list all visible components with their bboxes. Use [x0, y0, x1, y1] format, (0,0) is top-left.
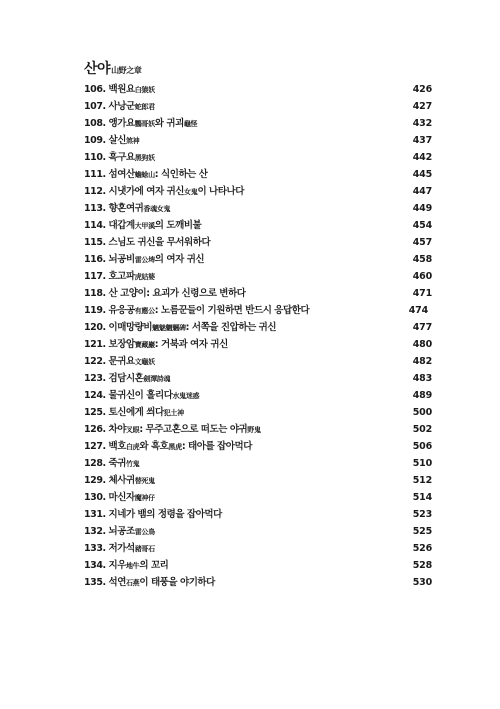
toc-entry: [84, 200, 432, 217]
entry-text: 의 꼬리: [139, 560, 169, 571]
entry-text: 112. 시냇가에 여자 귀신: [84, 186, 185, 197]
entry-text: 115. 스님도 귀신을 무서워하다: [84, 237, 211, 248]
entry-hanja: 煞神: [125, 137, 140, 145]
toc-entry: [84, 574, 432, 591]
entry-text: 128. 죽귀: [84, 458, 126, 469]
entry-page-number: 454: [412, 220, 432, 231]
entry-text: 와 귀괴: [154, 118, 184, 129]
entry-title: [84, 574, 215, 592]
entry-text: 133. 저가석: [84, 543, 135, 554]
entry-page-number: 445: [412, 169, 432, 180]
entry-title: [84, 472, 155, 490]
entry-page-number: 502: [412, 424, 432, 435]
entry-hanja: 寶藏巖: [134, 341, 155, 349]
entry-hanja: 虎姑婆: [134, 273, 155, 281]
entry-text: 이 태풍을 야기하다: [139, 577, 215, 588]
entry-hanja: 劍潭詩魂: [143, 375, 171, 383]
entry-text: 116. 뇌공비: [84, 254, 135, 265]
entry-text: 121. 보장암: [84, 339, 135, 350]
entry-hanja: 魑魅魍魎碑: [152, 324, 186, 332]
entry-hanja: 水鬼迷惑: [172, 392, 200, 400]
entry-text: 124. 물귀신이 홀리다: [84, 390, 173, 401]
entry-page-number: 510: [412, 458, 432, 469]
toc-entry: [84, 455, 432, 472]
entry-title: [84, 421, 261, 439]
entry-title: [84, 115, 197, 133]
entry-title: [84, 336, 228, 354]
toc-entry: [84, 149, 432, 166]
entry-title: [84, 387, 199, 405]
entry-text: 의 도깨비불: [154, 220, 202, 231]
entry-hanja: 白猿妖: [134, 86, 155, 94]
section-header: [84, 58, 141, 78]
entry-text: 114. 대갑계: [84, 220, 135, 231]
entry-hanja: 豬哥石: [134, 545, 155, 553]
toc-entry: [84, 506, 432, 523]
entry-hanja: 蛇郎君: [134, 103, 155, 111]
entry-hanja: 香魂女鬼: [143, 205, 171, 213]
entry-page-number: 512: [412, 475, 432, 486]
entry-text: : 식인하는 산: [154, 169, 208, 180]
toc-entry: [84, 166, 432, 183]
entry-text: 113. 향혼여귀: [84, 203, 144, 214]
entry-page-number: 489: [412, 390, 432, 401]
toc-entry: [84, 370, 432, 387]
entry-text: 111. 섬여산: [84, 169, 135, 180]
toc-entry: [84, 81, 432, 98]
entry-page-number: 449: [412, 203, 432, 214]
entry-text: 119. 유응공: [84, 305, 135, 316]
toc-entry: [84, 115, 432, 132]
entry-hanja: 石燕: [125, 579, 140, 587]
entry-hanja: 女鬼: [184, 188, 198, 196]
entry-title: [84, 370, 170, 388]
entry-title: [84, 438, 252, 456]
toc-entry: [84, 387, 432, 404]
toc-entry: [84, 557, 432, 574]
entry-text: 131. 지네가 뱀의 정령을 잡아먹다: [84, 509, 222, 520]
entry-page-number: 457: [412, 237, 432, 248]
entry-text: : 거북과 여자 귀신: [154, 339, 228, 350]
toc-entry: [84, 353, 432, 370]
toc-entry: [84, 285, 432, 302]
entry-page-number: 483: [412, 373, 432, 384]
entry-title: [84, 200, 170, 218]
entry-page-number: 458: [412, 254, 432, 265]
entry-hanja: 竹鬼: [125, 460, 140, 468]
entry-title: [84, 302, 309, 320]
entry-page-number: 474: [408, 305, 428, 316]
entry-title: [84, 149, 155, 167]
toc-entry: [84, 336, 432, 353]
entry-page-number: 525: [412, 526, 432, 537]
entry-page-number: 523: [412, 509, 432, 520]
entry-hanja: 替死鬼: [134, 477, 155, 485]
entry-hanja: 地牛: [125, 562, 140, 570]
entry-text: 110. 흑구요: [84, 152, 135, 163]
toc-entry: [84, 489, 432, 506]
toc-entry: [84, 421, 432, 438]
entry-text: 106. 백원요: [84, 84, 135, 95]
section-title: 산야: [84, 61, 111, 77]
entry-text: 107. 사낭군: [84, 101, 135, 112]
entry-hanja: 魔神仔: [134, 494, 155, 502]
entry-title: [84, 285, 245, 302]
entry-title: [84, 557, 168, 575]
toc-entry: [84, 98, 432, 115]
entry-page-number: 480: [412, 339, 432, 350]
entry-hanja: 蟾蜍山: [134, 171, 155, 179]
entry-page-number: 477: [412, 322, 432, 333]
entry-text: 129. 체사귀: [84, 475, 135, 486]
entry-text: 108. 앵가요: [84, 118, 135, 129]
entry-title: [84, 251, 204, 269]
entry-text: 127. 백호: [84, 441, 126, 452]
entry-page-number: 426: [412, 84, 432, 95]
entry-page-number: 471: [412, 288, 432, 299]
entry-title: [84, 268, 155, 286]
entry-hanja: 文龜妖: [134, 358, 155, 366]
toc-entry: [84, 251, 432, 268]
toc-entry: [84, 268, 432, 285]
entry-page-number: 460: [412, 271, 432, 282]
entry-page-number: 528: [412, 560, 432, 571]
entry-page-number: 432: [412, 118, 432, 129]
entry-title: [84, 81, 155, 99]
entry-text: : 노름꾼들이 기원하면 반드시 응답한다: [154, 305, 310, 316]
toc-entry: [84, 217, 432, 234]
entry-hanja: 鸚哥妖: [134, 120, 155, 128]
entry-hanja: 雷公埤: [134, 256, 155, 264]
toc-entry: [84, 302, 432, 319]
toc-entry: [84, 319, 432, 336]
entry-hanja: 大甲溪: [134, 222, 155, 230]
entry-text: 126. 차야: [84, 424, 126, 435]
entry-title: [84, 455, 139, 473]
entry-text: 135. 석연: [84, 577, 126, 588]
entry-hanja: 黑虎: [168, 443, 182, 451]
entry-hanja: 有應公: [134, 307, 155, 315]
toc-entry: [84, 472, 432, 489]
entry-text: 109. 살신: [84, 135, 126, 146]
entry-page-number: 514: [412, 492, 432, 503]
entry-title: [84, 234, 210, 251]
entry-page-number: 427: [412, 101, 432, 112]
entry-title: [84, 132, 139, 150]
entry-hanja: 野鬼: [247, 426, 261, 434]
entry-title: [84, 404, 184, 422]
entry-text: 134. 지우: [84, 560, 126, 571]
entry-page-number: 500: [412, 407, 432, 418]
entry-text: : 서쪽을 진압하는 귀신: [185, 322, 277, 333]
entry-text: 와 흑호: [139, 441, 169, 452]
entry-page-number: 530: [412, 577, 432, 588]
entry-hanja: 犯土神: [163, 409, 184, 417]
entry-title: [84, 506, 222, 523]
entry-text: 의 여자 귀신: [154, 254, 205, 265]
entry-hanja: 雷公鳥: [134, 528, 155, 536]
table-of-contents: [84, 81, 432, 591]
entry-title: [84, 489, 155, 507]
entry-title: [84, 540, 155, 558]
entry-text: 117. 호고파: [84, 271, 135, 282]
entry-title: [84, 166, 208, 184]
toc-entry: [84, 438, 432, 455]
entry-page-number: 506: [412, 441, 432, 452]
entry-page-number: 437: [412, 135, 432, 146]
toc-entry: [84, 183, 432, 200]
toc-entry: [84, 132, 432, 149]
entry-title: [84, 319, 276, 337]
entry-text: : 무주고혼으로 떠도는 야귀: [139, 424, 248, 435]
entry-page-number: 526: [412, 543, 432, 554]
entry-text: 이 나타나다: [197, 186, 244, 197]
entry-text: 122. 문귀요: [84, 356, 135, 367]
entry-hanja: 叉眼: [125, 426, 140, 434]
entry-hanja: 黑狗妖: [134, 154, 155, 162]
entry-text: 132. 뇌공조: [84, 526, 135, 537]
toc-entry: [84, 234, 432, 251]
toc-entry: [84, 404, 432, 421]
entry-text: 130. 마신자: [84, 492, 135, 503]
entry-text: 125. 토신에게 씌다: [84, 407, 164, 418]
entry-title: [84, 98, 155, 116]
entry-title: [84, 183, 244, 201]
entry-hanja: 龜怪: [183, 120, 198, 128]
entry-title: [84, 523, 155, 541]
entry-title: [84, 353, 155, 371]
toc-entry: [84, 540, 432, 557]
entry-page-number: 442: [412, 152, 432, 163]
entry-text: 118. 산 고양이: 요괴가 신령으로 변하다: [84, 288, 246, 299]
entry-text: : 태아를 잡아먹다: [181, 441, 252, 452]
entry-title: [84, 217, 201, 235]
toc-entry: [84, 523, 432, 540]
entry-text: 123. 검담시혼: [84, 373, 144, 384]
entry-page-number: 447: [412, 186, 432, 197]
entry-text: 120. 이매망량비: [84, 322, 153, 333]
entry-hanja: 白虎: [125, 443, 140, 451]
entry-page-number: 482: [412, 356, 432, 367]
section-subtitle: 山野之章: [111, 66, 142, 75]
